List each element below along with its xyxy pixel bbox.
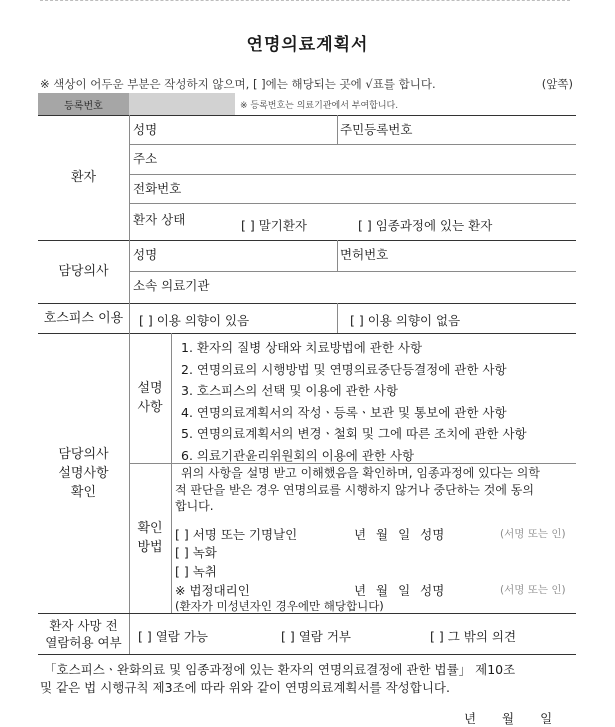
- hospice-no-checkbox[interactable]: [ ] 이용 의향이 없음: [350, 313, 461, 328]
- status-terminal-checkbox[interactable]: [ ] 말기환자: [241, 218, 308, 233]
- legal-proxy-note: (환자가 미성년자인 경우에만 해당합니다): [175, 599, 384, 613]
- confirm-statement: 위의 사항을 설명 받고 이해했음을 확인하며, 임종과정에 있다는 의학 적 판단을 받은 경우 연명의료를 시행하지 않거나 중단하는 것에 동의 합니다.: [175, 466, 540, 513]
- form-notice: ※ 색상이 어두운 부분은 작성하지 않으며, [ ]에는 해당되는 곳에 √표를 합니다.: [40, 77, 436, 91]
- legal-proxy-sign: (서명 또는 인): [500, 584, 566, 596]
- doctor-institution-label: 소속 의료기관: [133, 278, 210, 293]
- form-date: 년 월 일: [464, 711, 553, 726]
- form-table: [38, 93, 576, 614]
- patient-address-label: 주소: [133, 151, 158, 166]
- explanation-items-list: [181, 337, 527, 466]
- top-border: [40, 0, 570, 7]
- method-signature-checkbox[interactable]: [ ] 서명 또는 기명날인: [175, 527, 298, 542]
- explanation-item: 5. 연명의료계획서의 변경ㆍ철회 및 그에 따른 조치에 관한 사항: [181, 426, 527, 441]
- explanation-items-label: 설명 사항: [137, 381, 163, 415]
- registration-note: ※ 등록번호는 의료기관에서 부여합니다.: [240, 101, 399, 111]
- patient-name-label: 성명: [133, 122, 158, 137]
- legal-proxy-date: 년 월 일 성명: [354, 583, 445, 598]
- access-section-label: 환자 사망 전 열람허용 여부: [45, 618, 122, 650]
- registration-number-field: [129, 93, 235, 115]
- explanation-item: 1. 환자의 질병 상태와 치료방법에 관한 사항: [181, 340, 423, 355]
- explanation-item: 4. 연명의료계획서의 작성ㆍ등록ㆍ보관 및 통보에 관한 사항: [181, 404, 507, 420]
- patient-status-label: 환자 상태: [133, 212, 186, 227]
- doctor-license-label: 면허번호: [340, 247, 389, 262]
- hospice-section-label: 호스피스 이용: [43, 310, 124, 326]
- access-deny-checkbox[interactable]: [ ] 열람 거부: [281, 629, 351, 644]
- hospice-yes-checkbox[interactable]: [ ] 이용 의향이 있음: [139, 313, 250, 328]
- method-signature-sign: (서명 또는 인): [500, 528, 566, 540]
- patient-section-label: 환자: [70, 170, 97, 185]
- method-signature-date: 년 월 일 성명: [354, 527, 445, 542]
- patient-phone-label: 전화번호: [133, 181, 182, 196]
- explanation-item: 2. 연명의료의 시행방법 및 연명의료중단등결정에 관한 사항: [181, 361, 507, 377]
- doctor-name-label: 성명: [133, 247, 158, 262]
- legal-statement: 「호스피스ㆍ완화의료 및 임종과정에 있는 환자의 연명의료결정에 관한 법률」 제10조 및 같은 법 시행규칙 제3조에 따라 위와 같이 연명의료계획서를 작성합니다.: [40, 662, 516, 695]
- page-side-label: (앞쪽): [541, 77, 573, 91]
- form-title: 연명의료계획서: [246, 35, 369, 55]
- status-dying-checkbox[interactable]: [ ] 임종과정에 있는 환자: [358, 218, 493, 233]
- access-other-checkbox[interactable]: [ ] 그 밖의 의견: [430, 629, 517, 644]
- legal-proxy-label: ※ 법정대리인: [175, 583, 250, 598]
- method-audio-checkbox[interactable]: [ ] 녹취: [175, 564, 217, 579]
- doctor-section-label: 담당의사: [58, 264, 109, 279]
- method-video-checkbox[interactable]: [ ] 녹화: [175, 545, 217, 560]
- confirm-method-label: 확인 방법: [137, 521, 163, 555]
- registration-label: 등록번호: [38, 93, 129, 115]
- explanation-item: 6. 의료기관윤리위원회의 이용에 관한 사항: [181, 447, 415, 463]
- explanation-item: 3. 호스피스의 선택 및 이용에 관한 사항: [181, 383, 398, 398]
- patient-rrn-label: 주민등록번호: [340, 122, 413, 137]
- access-allow-checkbox[interactable]: [ ] 열람 가능: [138, 629, 208, 644]
- explanation-section-label: 담당의사 설명사항 확인: [58, 446, 109, 500]
- access-row: [38, 614, 576, 654]
